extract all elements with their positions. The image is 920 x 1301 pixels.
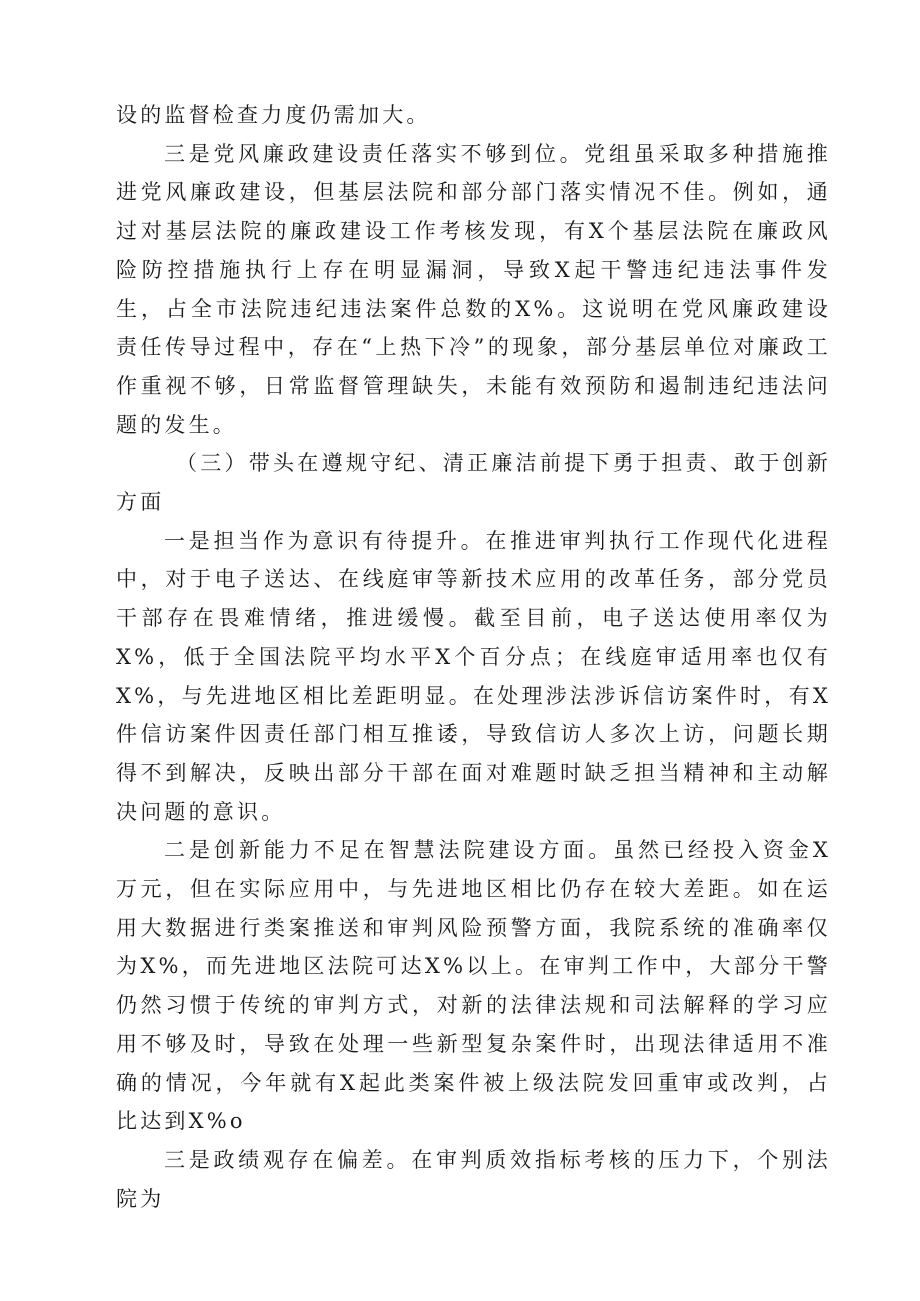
document-page <box>116 96 831 1218</box>
paragraph-responsibility: 三是党风廉政建设责任落实不够到位。党组虽采取多种措施推进党风廉政建设，但基层法院和部分部门落实情况不佳。例如，通过对基层法院的廉政建设工作考核发现，有X个基层法院在廉政风险防控措施执行上存在明显漏洞，导致X起干警违纪违法事件发生，占全市法院违纪违法案件总数的X%。这说明在党风廉政建设责任传导过程中，存在“上热下冷”的现象，部分基层单位对廉政工作重视不够，日常监督管理缺失，未能有效预防和遏制违纪违法问题的发生。 <box>116 141 831 437</box>
paragraph-accountability: 一是担当作为意识有待提升。在推进审判执行工作现代化进程中，对于电子送达、在线庭审等新技术应用的改革任务，部分党员干部存在畏难情绪，推进缓慢。截至目前，电子送达使用率仅为X%，低于全国法院平均水平X个百分点；在线庭审适用率也仅有X%，与先进地区相比差距明显。在处理涉法涉诉信访案件时，有X件信访案件因责任部门相互推诿，导致信访人多次上访，问题长期得不到解决，反映出部分干部在面对难题时缺乏担当精神和主动解决问题的意识。 <box>116 528 831 824</box>
paragraph-innovation: 二是创新能力不足在智慧法院建设方面。虽然已经投入资金X万元，但在实际应用中，与先进地区相比仍存在较大差距。如在运用大数据进行类案推送和审判风险预警方面，我院系统的准确率仅为X%，而先进地区法院可达X%以上。在审判工作中，大部分干警仍然习惯于传统的审判方式，对新的法律法规和司法解释的学习应用不够及时，导致在处理一些新型复杂案件时，出现法律适用不准确的情况，今年就有X起此类案件被上级法院发回重审或改判，占比达到X%o <box>116 838 831 1134</box>
paragraph-continuation: 设的监督检查力度仍需加大。 <box>116 103 431 127</box>
paragraph-performance-view: 三是政绩观存在偏差。在审判质效指标考核的压力下，个别法院为 <box>116 1147 831 1211</box>
section-heading: （三）带头在遵规守纪、清正廉洁前提下勇于担责、敢于创新方面 <box>116 451 831 515</box>
